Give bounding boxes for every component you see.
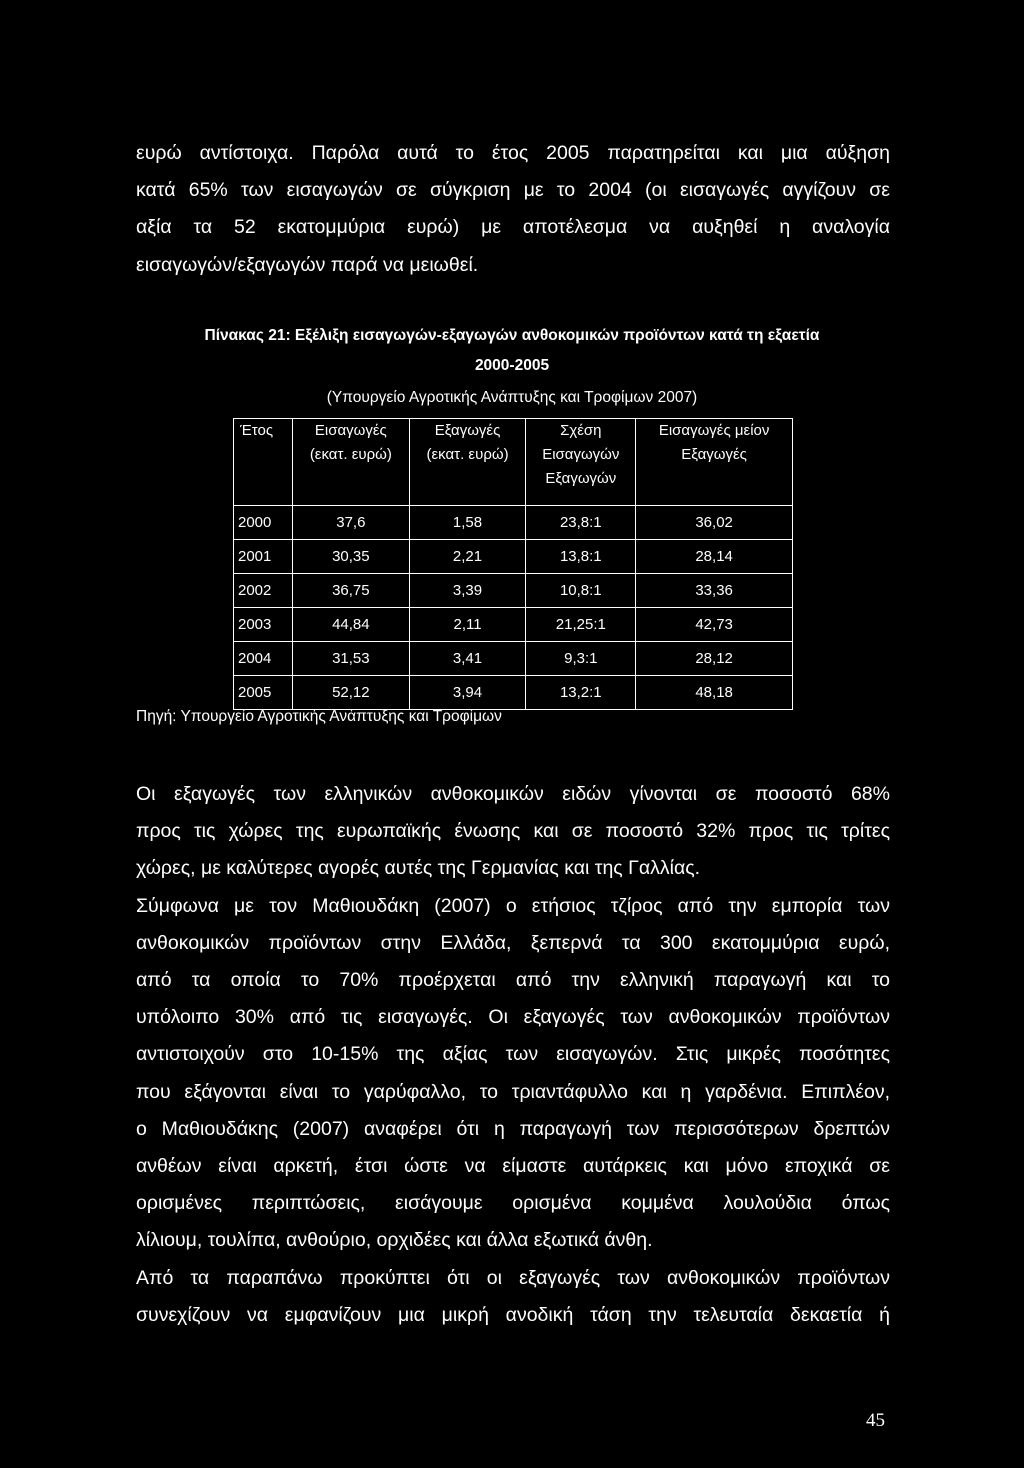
- table-row: [234, 540, 793, 574]
- cell-year: 2002: [234, 574, 293, 608]
- table-caption-years: 2000-2005: [474, 357, 550, 374]
- cell-difference: 48,18: [636, 676, 793, 710]
- cell-imports: 52,12: [293, 676, 410, 710]
- text-line: που εξάγονται είναι το γαρύφαλλο, το τριαντάφυλλο και η γαρδένια. Επιπλέον,: [136, 1080, 890, 1103]
- table-row: [234, 506, 793, 540]
- page-number: 45: [866, 1410, 885, 1431]
- cell-difference: 28,12: [636, 642, 793, 676]
- text-line: ανθοκομικών προϊόντων στην Ελλάδα, ξεπερνά τα 300 εκατομμύρια ευρώ,: [136, 931, 890, 954]
- text-line: Από τα παραπάνω προκύπτει ότι οι εξαγωγές των ανθοκομικών προϊόντων: [136, 1266, 890, 1289]
- cell-difference: 28,14: [636, 540, 793, 574]
- cell-year: 2005: [234, 676, 293, 710]
- cell-year: 2004: [234, 642, 293, 676]
- cell-exports: 3,41: [409, 642, 526, 676]
- text-line: λίλιουμ, τουλίπα, ανθούριο, ορχιδέες και άλλα εξωτικά άνθη.: [136, 1229, 653, 1252]
- text-line: αντιστοιχούν στο 10-15% της αξίας των εισαγωγών. Στις μικρές ποσότητες: [136, 1043, 890, 1066]
- cell-imports: 37,6: [293, 506, 410, 540]
- header-difference: Εισαγωγές μείον Εξαγωγές: [636, 419, 793, 506]
- text-line: προς τις χώρες της ευρωπαϊκής ένωσης και σε ποσοστό 32% προς τις τρίτες: [136, 820, 890, 843]
- text-line: αξία τα 52 εκατομμύρια ευρώ) με αποτέλεσμα να αυξηθεί η αναλογία: [136, 216, 890, 239]
- cell-exports: 1,58: [409, 506, 526, 540]
- cell-imports: 31,53: [293, 642, 410, 676]
- cell-ratio: 13,8:1: [526, 540, 636, 574]
- cell-difference: 33,36: [636, 574, 793, 608]
- text-line: συνεχίζουν να εμφανίζουν μια μικρή ανοδική τάση την τελευταία δεκαετία ή: [136, 1303, 890, 1326]
- header-imports: Εισαγωγές (εκατ. ευρώ): [293, 419, 410, 506]
- cell-imports: 30,35: [293, 540, 410, 574]
- text-line: ορισμένες περιπτώσεις, εισάγουμε ορισμένα κομμένα λουλούδια όπως: [136, 1192, 890, 1215]
- text-line: Σύμφωνα με τον Μαθιουδάκη (2007) ο ετήσιος τζίρος από την εμπορία των: [136, 894, 890, 917]
- table-row: [234, 642, 793, 676]
- text-line: ευρώ αντίστοιχα. Παρόλα αυτά το έτος 2005 παρατηρείται και μια αύξηση: [136, 142, 890, 164]
- cell-exports: 3,94: [409, 676, 526, 710]
- cell-exports: 2,11: [409, 608, 526, 642]
- text-line: κατά 65% των εισαγωγών σε σύγκριση με το 2004 (οι εισαγωγές αγγίζουν σε: [136, 179, 890, 202]
- text-line: υπόλοιπο 30% από τις εισαγωγές. Οι εξαγωγές των ανθοκομικών προϊόντων: [136, 1006, 890, 1029]
- table-header-row: [234, 419, 793, 506]
- paragraph-intro: [136, 135, 890, 284]
- cell-year: 2001: [234, 540, 293, 574]
- text-line: ανθέων είναι αρκετή, έτσι ώστε να είμαστε αυτάρκεις και μόνο εποχικά σε: [136, 1155, 890, 1178]
- cell-year: 2003: [234, 608, 293, 642]
- table-row: [234, 574, 793, 608]
- header-exports: Εξαγωγές (εκατ. ευρώ): [409, 419, 526, 506]
- text-line: εισαγωγών/εξαγωγών παρά να μειωθεί.: [136, 253, 479, 276]
- cell-ratio: 21,25:1: [526, 608, 636, 642]
- header-year: Έτος: [234, 419, 293, 506]
- cell-imports: 44,84: [293, 608, 410, 642]
- table-row: [234, 676, 793, 710]
- imports-exports-table: [233, 418, 793, 710]
- cell-ratio: 13,2:1: [526, 676, 636, 710]
- cell-ratio: 9,3:1: [526, 642, 636, 676]
- table-caption-title: Πίνακας 21: Εξέλιξη εισαγωγών-εξαγωγών ανθοκομικών προϊόντων κατά τη εξαετία: [204, 327, 820, 344]
- cell-difference: 36,02: [636, 506, 793, 540]
- table-row: [234, 608, 793, 642]
- cell-ratio: 23,8:1: [526, 506, 636, 540]
- text-line: Οι εξαγωγές των ελληνικών ανθοκομικών ειδών γίνονται σε ποσοστό 68%: [136, 783, 890, 805]
- table-caption-source: (Υπουργείο Αγροτικής Ανάπτυξης και Τροφίμων 2007): [326, 389, 698, 406]
- paragraph-body: [136, 776, 890, 1334]
- cell-ratio: 10,8:1: [526, 574, 636, 608]
- cell-exports: 2,21: [409, 540, 526, 574]
- text-line: χώρες, με καλύτερες αγορές αυτές της Γερμανίας και της Γαλλίας.: [136, 857, 701, 880]
- cell-difference: 42,73: [636, 608, 793, 642]
- text-line: ο Μαθιουδάκης (2007) αναφέρει ότι η παραγωγή των περισσότερων δρεπτών: [136, 1117, 890, 1140]
- text-line: από τα οποία το 70% προέρχεται από την ελληνική παραγωγή και το: [136, 969, 890, 992]
- header-ratio: Σχέση Εισαγωγών Εξαγωγών: [526, 419, 636, 506]
- cell-year: 2000: [234, 506, 293, 540]
- cell-imports: 36,75: [293, 574, 410, 608]
- cell-exports: 3,39: [409, 574, 526, 608]
- table-source-note: Πηγή: Υπουργείο Αγροτικής Ανάπτυξης και Τροφίμων: [136, 708, 502, 725]
